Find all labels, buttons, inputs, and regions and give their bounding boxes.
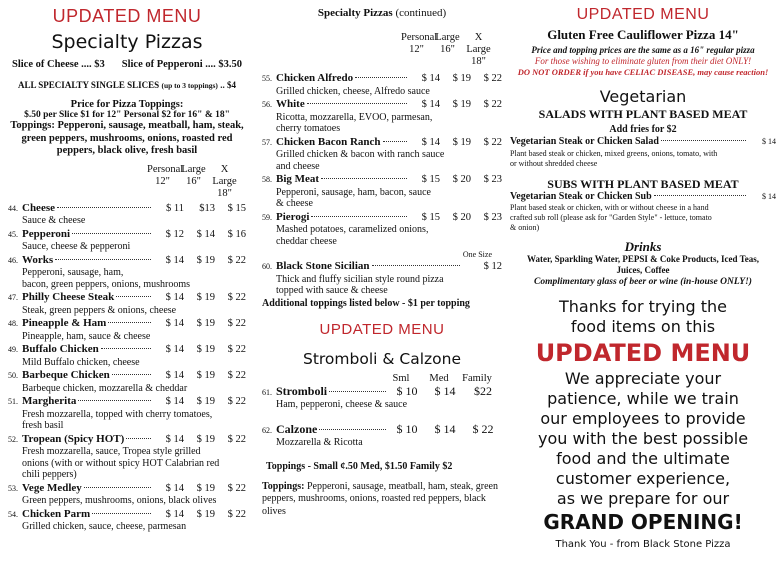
size-col [209, 164, 240, 200]
item-price: $ 14 [165, 344, 184, 355]
specialty-pizza-list-2 [262, 72, 502, 247]
item-price: $ 19 [196, 433, 215, 445]
size-name: X Large [212, 163, 237, 187]
size-col [178, 164, 209, 200]
size-inches: 12" [409, 44, 424, 55]
menu-item-row [262, 211, 502, 225]
item-price: $ 19 [452, 136, 471, 148]
toppings-list: Toppings: Pepperoni, sausage, meatball, ham, steak, green peppers, mushrooms, onions, roasted red peppers, black olive, fresh basil [10, 120, 244, 156]
menu-item [8, 395, 246, 432]
menu-item-row [262, 98, 502, 112]
specialty-slices-price: ALL SPECIALTY SINGLE SLICES (up to 3 toppings) .. $4 [18, 80, 236, 90]
item-price: $ 14 [165, 318, 184, 329]
appreciation-message [510, 369, 776, 509]
size-col [401, 32, 438, 68]
menu-item-row [262, 260, 502, 274]
item-number: 50. [8, 371, 18, 380]
salads-title: SALADS WITH PLANT BASED MEAT [538, 107, 748, 121]
item-price: $ 19 [196, 370, 215, 381]
dot-leader [108, 322, 151, 323]
item-price: $ 22 [483, 136, 502, 148]
item-number: 56. [262, 100, 272, 109]
drinks-list-1: Water, Sparkling Water, PEPSI & Coke Products, Iced Teas, [526, 254, 760, 264]
menu-item-row [262, 423, 502, 438]
one-size-label: One Size [462, 250, 492, 259]
item-name: Works [22, 253, 54, 266]
item-name: Pineapple & Ham [22, 317, 107, 329]
item-price: $ 19 [196, 508, 215, 520]
menu-item-row [8, 433, 246, 447]
stromboli-size: Sml [392, 372, 410, 384]
menu-item [8, 508, 246, 533]
item-price: $ 22 [227, 396, 246, 407]
menu-item [8, 369, 246, 394]
item-price: $ 14 [196, 228, 215, 240]
dot-leader [84, 487, 151, 488]
item-description: Mozzarella & Ricotta [276, 437, 363, 448]
menu-item-row [510, 191, 776, 204]
item-price: $ 10 [396, 421, 418, 436]
size-inches: 16" [186, 175, 201, 187]
size-header [8, 164, 246, 200]
slice-cheese-price: Slice of Cheese .... $3 [12, 59, 105, 70]
item-price: $22 [474, 383, 492, 398]
item-description: Ham, pepperoni, cheese & sauce [276, 399, 408, 410]
item-description: Grilled chicken, sauce, cheese, parmesan [22, 521, 187, 532]
item-price: $ 22 [227, 482, 246, 494]
item-description: Mild Buffalo chicken, cheese [22, 356, 140, 368]
item-price: $ 14 [762, 137, 776, 146]
thanks-line-1: Thanks for trying the [558, 297, 728, 316]
item-description: Grilled chicken, cheese, Alfredo sauce [276, 85, 430, 97]
item-description: and cheese [276, 160, 320, 172]
item-name: Stromboli [276, 383, 328, 398]
column-continued [256, 0, 506, 518]
item-price: $ 22 [227, 318, 246, 329]
item-description: Fresh mozzarella, topped with cherry tomatoes, [22, 408, 213, 420]
item-description: Fresh mozzarella, sauce, Tropea style grilled [22, 446, 201, 457]
item-price: $ 14 [165, 482, 184, 494]
sicilian-item [262, 260, 502, 297]
dot-leader [116, 296, 151, 297]
item-price: $ 22 [227, 344, 246, 355]
item-description: & onion) [510, 223, 540, 232]
size-inches: 16" [440, 44, 455, 55]
message-line: We appreciate your [564, 369, 722, 388]
item-price: $ 11 [166, 202, 184, 214]
message-line: you with the best possible [537, 429, 749, 448]
item-price: $ 14 [165, 370, 184, 381]
item-price: $ 19 [452, 73, 471, 84]
menu-item-row [8, 254, 246, 268]
menu-item-row [262, 385, 502, 400]
item-description: onions (with or without spicy HOT Calabrian red [22, 457, 220, 469]
menu-item [8, 317, 246, 342]
item-price: $ 15 [421, 211, 440, 223]
menu-item [262, 136, 502, 173]
item-description: Mashed potatoes, caramelized onions, [276, 224, 429, 235]
slice-pepperoni-price: Slice of Pepperoni .... $3.50 [121, 59, 242, 70]
toppings-price-line: $.50 per Slice $1 for 12" Personal $2 for 16" & 18" [24, 110, 230, 120]
item-price: $ 16 [227, 228, 246, 240]
item-price: $ 14 [165, 508, 184, 520]
size-header-2 [262, 32, 502, 68]
item-description: Barbeque chicken, mozzarella & cheddar [22, 382, 188, 394]
item-price: $ 14 [165, 292, 184, 303]
item-price: $ 22 [483, 99, 502, 110]
item-price: $ 10 [396, 383, 418, 398]
item-description: Pepperoni, sausage, ham, [22, 267, 124, 278]
item-number: 59. [262, 212, 272, 222]
item-description: Plant based steak or chicken, mixed greens, onions, tomato, with [510, 148, 718, 158]
item-description: Ricotta, mozzarella, EVOO, parmesan, [276, 111, 433, 123]
item-price: $ 20 [452, 211, 471, 223]
menu-item [262, 385, 502, 411]
size-name: Personal [147, 163, 184, 175]
item-name: White [276, 98, 305, 110]
size-name: Large [435, 32, 460, 43]
item-number: 62. [262, 425, 272, 435]
item-name: Chicken Bacon Ranch [276, 135, 381, 148]
item-number: 53. [8, 483, 18, 493]
menu-item [8, 433, 246, 481]
item-description: Sauce & cheese [22, 215, 86, 226]
item-price: $ 14 [421, 73, 440, 84]
menu-item [8, 291, 246, 316]
size-name: Personal [401, 32, 438, 43]
menu-item-row [510, 136, 776, 149]
additional-toppings-note: Additional toppings listed below - $1 per topping [262, 297, 470, 309]
menu-item-row [8, 482, 246, 496]
item-name: Barbeque Chicken [22, 369, 110, 381]
item-price: $13 [199, 202, 215, 214]
signoff: Thank You - from Black Stone Pizza [555, 539, 731, 550]
item-price: $ 23 [483, 174, 502, 185]
menu-item [262, 211, 502, 248]
size-inches: 12" [155, 175, 170, 187]
item-price: $ 19 [196, 344, 215, 355]
menu-item [8, 228, 246, 253]
dot-leader [319, 429, 386, 430]
item-description: Grilled chicken & bacon with ranch sauce [276, 149, 445, 160]
item-price: $ 22 [227, 508, 246, 520]
message-line: food and the ultimate [556, 449, 730, 468]
item-price: $ 23 [483, 211, 502, 223]
add-fries-note: Add fries for $2 [609, 124, 677, 135]
dot-leader [329, 391, 386, 392]
item-description: crafted sub roll (please ask for "Garden Style" - lettuce, tomato [510, 213, 712, 222]
item-number: 47. [8, 293, 18, 302]
size-col [463, 32, 494, 68]
drinks-title: Drinks [624, 239, 662, 254]
stromboli-toppings-list: Toppings: Pepperoni, sausage, meatball, ham, steak, green peppers, mushrooms, onions, roasted red peppers, black olives [262, 480, 498, 517]
stromboli-calzone-title: Stromboli & Calzone [302, 349, 461, 368]
item-name: Black Stone Sicilian [276, 260, 370, 272]
message-line: as we prepare for our [556, 489, 730, 508]
menu-item-row [8, 343, 246, 357]
menu-item-row [8, 228, 246, 242]
item-description: Sauce, cheese & pepperoni [22, 241, 131, 252]
veg-sub-item [510, 191, 776, 234]
cauliflower-title: Gluten Free Cauliflower Pizza 14" [547, 27, 739, 42]
menu-item-row [262, 72, 502, 86]
item-price: $ 22 [227, 370, 246, 381]
item-price: $ 19 [196, 396, 215, 407]
item-price: $ 19 [196, 292, 215, 303]
dot-leader [383, 141, 407, 142]
item-price: $ 12 [483, 261, 502, 272]
stromboli-size: Family [462, 372, 492, 384]
message-line: our employees to provide [540, 409, 746, 428]
cauliflower-warning-1: For those wishing to eliminate gluten from their diet ONLY! [534, 56, 752, 66]
item-number: 54. [8, 509, 18, 519]
dot-leader [92, 513, 151, 514]
subs-title: SUBS WITH PLANT BASED MEAT [547, 176, 739, 191]
drinks-note: Complimentary glass of beer or wine (in-house ONLY!) [534, 277, 752, 287]
column-specialty-pizzas [0, 0, 252, 534]
big-updated-menu: UPDATED MENU [535, 339, 751, 367]
item-name: Vegetarian Steak or Chicken Salad [510, 136, 659, 147]
item-number: 49. [8, 345, 18, 354]
menu-item-row [262, 173, 502, 187]
dot-leader [321, 178, 407, 179]
item-number: 57. [262, 137, 272, 147]
menu-item [262, 423, 502, 449]
item-number: 58. [262, 175, 272, 184]
size-inches: 18" [217, 187, 232, 199]
item-number: 46. [8, 255, 18, 265]
item-price: $ 14 [165, 254, 184, 266]
menu-item-row [262, 136, 502, 150]
menu-item [262, 98, 502, 135]
dot-leader [372, 265, 460, 266]
item-price: $ 22 [472, 421, 494, 436]
item-price: $ 22 [227, 433, 246, 445]
message-line: patience, while we train [547, 389, 739, 408]
item-price: $ 22 [483, 73, 502, 84]
specialty-pizzas-title: Specialty Pizzas [51, 31, 203, 53]
item-name: Pepperoni [22, 227, 71, 240]
stromboli-list [262, 385, 502, 449]
item-number: 48. [8, 319, 18, 328]
item-description: or without shredded cheese [510, 158, 598, 168]
item-description: bacon, green peppers, onions, mushrooms [22, 278, 191, 290]
menu-item [8, 343, 246, 368]
item-name: Tropean (Spicy HOT) [22, 432, 125, 445]
item-number: 45. [8, 229, 18, 239]
item-number: 55. [262, 74, 272, 83]
dot-leader [311, 216, 407, 217]
item-price: $ 20 [452, 174, 471, 185]
menu-item [8, 202, 246, 227]
drinks-list-2: Juices, Coffee [616, 265, 670, 275]
item-name: Philly Cheese Steak [22, 291, 115, 303]
dot-leader [654, 195, 746, 196]
menu-item-row [8, 202, 246, 216]
item-description: Thick and fluffy sicilian style round pizza [276, 273, 444, 285]
item-price: $ 15 [227, 202, 246, 214]
item-description: Steak, green peppers & onions, cheese [22, 304, 177, 316]
size-col [432, 32, 463, 68]
item-name: Pierogi [276, 210, 310, 223]
stromboli-toppings-prices: Toppings - Small ¢.50 Med, $1.50 Family $2 [266, 460, 453, 472]
dot-leader [661, 140, 746, 141]
item-price: $ 12 [165, 228, 184, 240]
menu-item-row [8, 369, 246, 383]
item-number: 60. [262, 262, 272, 271]
column-gluten-free-veg [506, 0, 780, 551]
veg-salad-item [510, 136, 776, 169]
item-name: Chicken Alfredo [276, 72, 354, 84]
cauliflower-price-note: Price and topping prices are the same as a 16" regular pizza [531, 45, 755, 55]
item-number: 61. [262, 387, 272, 397]
dot-leader [57, 207, 151, 208]
item-price: $ 19 [196, 482, 215, 494]
item-price: $ 19 [452, 99, 471, 110]
dot-leader [72, 233, 151, 234]
item-number: 44. [8, 203, 18, 213]
message-line: customer experience, [555, 469, 731, 488]
menu-item [262, 72, 502, 97]
toppings-price-title: Price for Pizza Toppings: [70, 99, 184, 110]
menu-item-row [8, 317, 246, 331]
dot-leader [78, 400, 151, 401]
dot-leader [126, 438, 151, 439]
item-name: Margherita [22, 395, 77, 407]
item-price: $ 22 [227, 254, 246, 266]
menu-item-row [8, 291, 246, 305]
item-description: Plant based steak or chicken, with or without cheese in a hand [510, 203, 709, 212]
item-name: Big Meat [276, 173, 320, 185]
thanks-line-2: food items on this [570, 317, 716, 336]
menu-item [262, 260, 502, 297]
item-name: Chicken Parm [22, 507, 91, 520]
item-name: Buffalo Chicken [22, 343, 99, 355]
cauliflower-warning-2: DO NOT ORDER if you have CELIAC DISEASE, may cause reaction! [517, 67, 769, 77]
item-description: chili peppers) [22, 469, 77, 480]
menu-item [8, 482, 246, 507]
item-name: Calzone [276, 421, 318, 436]
vegetarian-title: Vegetarian [599, 87, 687, 106]
item-name: Cheese [22, 201, 55, 214]
grand-opening: GRAND OPENING! [543, 510, 743, 534]
item-price: $ 14 [762, 191, 776, 201]
dot-leader [55, 259, 151, 260]
item-price: $ 15 [421, 174, 440, 185]
stromboli-size-header [262, 372, 502, 385]
continued-title: Specialty Pizzas (continued) [317, 7, 447, 19]
item-price: $ 14 [434, 421, 456, 436]
item-description: cherry tomatoes [276, 123, 341, 134]
dot-leader [355, 77, 407, 78]
item-description: Pineapple, ham, sauce & cheese [22, 330, 151, 342]
menu-item [262, 173, 502, 210]
specialty-pizza-list [8, 202, 246, 533]
dot-leader [101, 348, 151, 349]
item-price: $ 14 [421, 99, 440, 110]
size-name: Large [181, 163, 206, 175]
item-price: $ 19 [196, 318, 215, 329]
menu-item-row [8, 508, 246, 522]
item-description: fresh basil [22, 420, 64, 431]
item-price: $ 14 [165, 433, 184, 445]
item-name: Vege Medley [22, 481, 82, 494]
item-price: $ 14 [434, 383, 456, 398]
dot-leader [112, 374, 151, 375]
item-price: $ 19 [196, 254, 215, 266]
size-col [147, 163, 184, 200]
item-price: $ 22 [227, 292, 246, 303]
size-inches: 18" [471, 56, 486, 67]
item-description: topped with sauce & cheese [276, 285, 388, 296]
item-number: 51. [8, 397, 18, 406]
stromboli-size: Med [429, 372, 449, 384]
menu-item-row [8, 395, 246, 409]
item-description: & cheese [276, 198, 313, 209]
item-price: $ 14 [421, 136, 440, 148]
item-description: Green peppers, mushrooms, onions, black olives [22, 495, 217, 506]
item-description: cheddar cheese [276, 235, 337, 247]
item-description: Pepperoni, sausage, ham, bacon, sauce [276, 186, 431, 198]
updated-menu-header-3: UPDATED MENU [576, 6, 710, 23]
item-name: Vegetarian Steak or Chicken Sub [510, 190, 652, 202]
menu-item [8, 254, 246, 291]
item-price: $ 14 [165, 396, 184, 407]
updated-menu-header-1: UPDATED MENU [52, 6, 202, 26]
item-number: 52. [8, 434, 18, 444]
size-name: X Large [466, 32, 491, 55]
dot-leader [307, 103, 407, 104]
updated-menu-header-2: UPDATED MENU [319, 320, 445, 338]
